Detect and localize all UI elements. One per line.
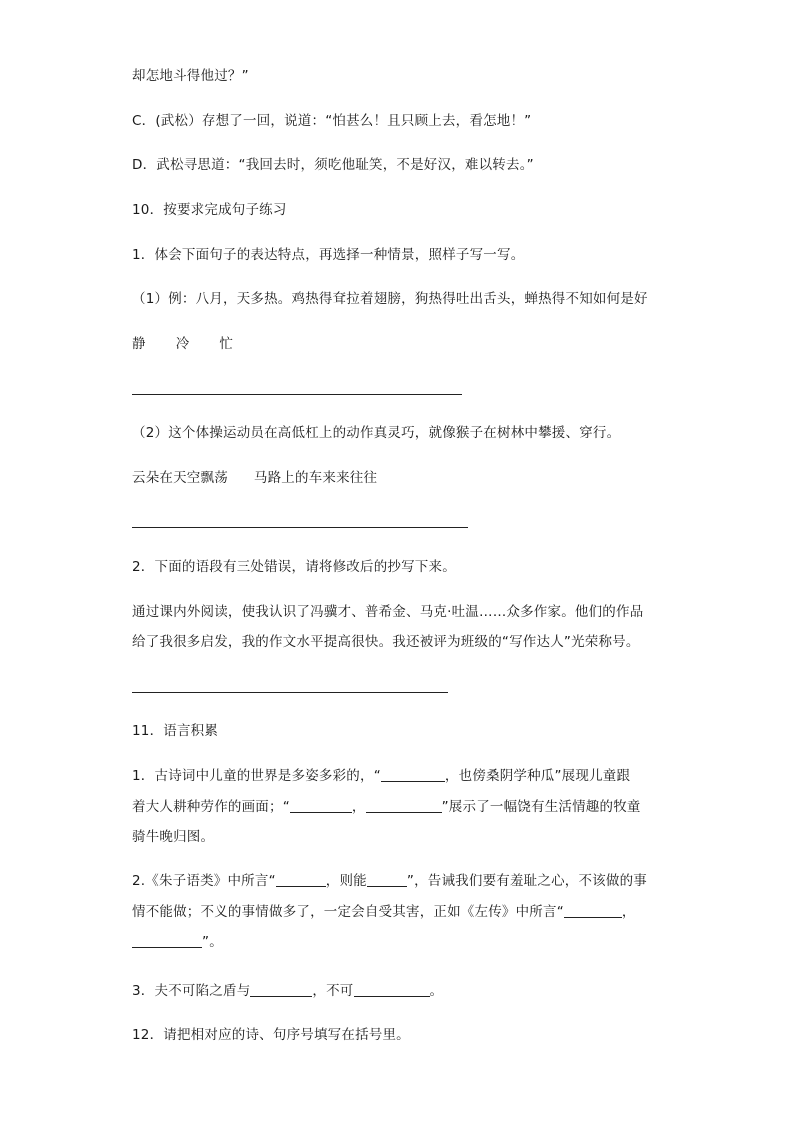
fill-blank[interactable] bbox=[367, 872, 407, 887]
option-d: D．武松寻思道：“我回去时，须吃他耻笑，不是好汉，难以转去。” bbox=[132, 157, 534, 173]
answer-line-3[interactable] bbox=[132, 692, 448, 693]
fill-blank[interactable] bbox=[276, 872, 326, 887]
zhuzi-question-line-2: 情不能做；不义的事情做多了，一定会自受其害，正如《左传》中所言“ ， bbox=[132, 904, 636, 920]
shield-question: 3．夫不可陷之盾与 ，不可 。 bbox=[132, 983, 444, 999]
question-12-heading: 12．请把相对应的诗、句序号填写在括号里。 bbox=[132, 1027, 410, 1043]
passage-line-2: 给了我很多启发，我的作文水平提高很快。我还被评为班级的“写作达人”光荣称号。 bbox=[132, 634, 640, 650]
answer-line-1[interactable] bbox=[132, 394, 462, 395]
scene-road: 马路上的车来来往往 bbox=[253, 470, 378, 486]
scene-clouds: 云朵在天空飘荡 bbox=[132, 470, 228, 486]
fill-blank[interactable] bbox=[381, 767, 445, 782]
fill-blank[interactable] bbox=[250, 982, 312, 997]
choice-scenes bbox=[132, 468, 377, 488]
passage-line-1: 通过课内外阅读，使我认识了冯骥才、普希金、马克·吐温……众多作家。他们的作品 bbox=[132, 604, 644, 620]
question-11-heading: 11．语言积累 bbox=[132, 723, 219, 739]
fill-blank[interactable] bbox=[366, 798, 442, 813]
zhuzi-question-line-3: ”。 bbox=[132, 932, 223, 952]
poem-question-line-3: 骑牛晚归图。 bbox=[132, 829, 215, 845]
text-line: 却怎地斗得他过？” bbox=[132, 68, 249, 84]
fill-blank[interactable] bbox=[564, 903, 622, 918]
word-jing: 静 bbox=[132, 336, 146, 352]
fill-blank[interactable] bbox=[290, 798, 352, 813]
example-sentence-1: （1）例：八月，天多热。鸡热得耷拉着翅膀，狗热得吐出舌头，蝉热得不知如何是好 bbox=[132, 291, 648, 307]
word-mang: 忙 bbox=[219, 336, 234, 352]
choice-words bbox=[132, 334, 233, 354]
question-10-heading: 10．按要求完成句子练习 bbox=[132, 202, 287, 218]
poem-question-line-1: 1．古诗词中儿童的世界是多姿多彩的，“ ，也傍桑阴学种瓜”展现儿童跟 bbox=[132, 768, 631, 784]
example-sentence-2: （2）这个体操运动员在高低杠上的动作真灵巧，就像猴子在树林中攀援、穿行。 bbox=[132, 425, 621, 441]
poem-question-line-2: 着大人耕种劳作的画面；“ ， ”展示了一幅饶有生活情趣的牧童 bbox=[132, 799, 641, 815]
option-c: C．(武松）存想了一回，说道：“怕甚么！且只顾上去，看怎地！” bbox=[132, 113, 532, 129]
answer-line-2[interactable] bbox=[132, 527, 468, 528]
sub-question-1: 1．体会下面句子的表达特点，再选择一种情景，照样子写一写。 bbox=[132, 247, 525, 263]
sub-question-2: 2．下面的语段有三处错误，请将修改后的抄写下来。 bbox=[132, 559, 456, 575]
fill-blank[interactable] bbox=[354, 982, 430, 997]
fill-blank[interactable] bbox=[132, 933, 202, 948]
zhuzi-question-line-1: 2.《朱子语类》中所言“ ，则能 ”，告诫我们要有羞耻之心，不该做的事 bbox=[132, 873, 647, 889]
word-leng: 冷 bbox=[175, 336, 190, 352]
